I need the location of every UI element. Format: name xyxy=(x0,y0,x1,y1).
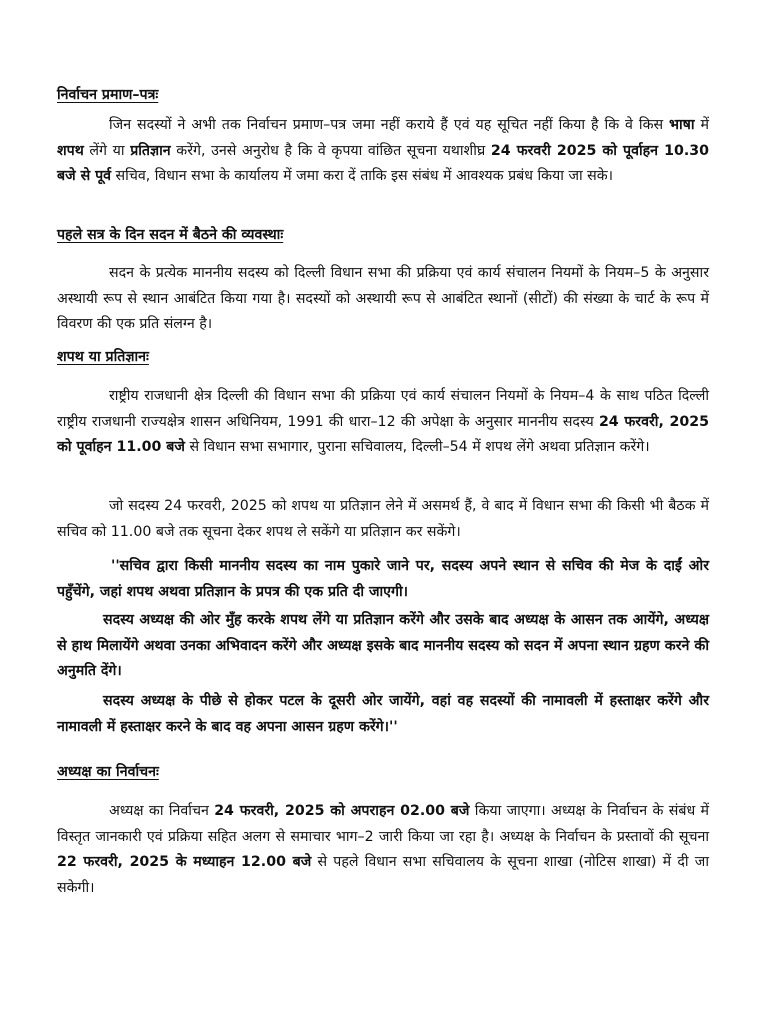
bold-text-run: शपथ xyxy=(57,142,84,159)
bold-text-run: 22 फरवरी, 2025 के मध्याहन 12.00 बजे xyxy=(57,854,312,870)
text-run: अध्यक्ष का निर्वाचन xyxy=(109,803,215,819)
bold-text-run: प्रतिज्ञान xyxy=(130,142,171,159)
paragraph-speaker-election xyxy=(57,799,709,901)
paragraph-election-certificate xyxy=(57,113,709,190)
quote-oath-procedure-3: सदस्य अध्यक्ष के पीछे से होकर पटल के दूसरी ओर जायेंगे, वहां वह सदस्यों की नामावली में हस्ताक्षर करेंगे और नामावली में हस्ताक्षर करने के बाद वह अपना आसन ग्रहण करेंगे।'' xyxy=(57,693,709,735)
paragraph-seating-arrangement xyxy=(57,261,709,338)
section-heading-oath: शपथ या प्रतिज्ञानः xyxy=(57,349,149,365)
paragraph-oath-absent: जो सदस्य 24 फरवरी, 2025 को शपथ या प्रतिज्ञान लेने में असमर्थ हैं, वे बाद में विधान सभा की किसी भी बैठक में सचिव को 11.00 बजे तक सूचना देकर शपथ ले सकेंगे या प्रतिज्ञान कर सकेंगे। xyxy=(57,498,709,540)
quote-oath-procedure-1: ''सचिव द्वारा किसी माननीय सदस्य का नाम पुकारे जाने पर, सदस्य अपने स्थान से सचिव की मेज के दाईं ओर पहुँचेंगे, जहां शपथ अथवा प्रतिज्ञान के प्रपत्र की एक प्रति दी जाएगी। xyxy=(57,558,709,600)
bold-text-run: 24 फरवरी, 2025 को अपराहन 02.00 बजे xyxy=(214,803,470,819)
text-run: किया जाएगा। अध्यक्ष के निर्वाचन के संबंध में विस्तृत जानकारी एवं प्रक्रिया सहित अलग से समाचार भाग–2 जारी किया जा रहा है। अध्यक्ष के निर्वाचन के प्रस्तावों की सूचना xyxy=(57,803,710,845)
quote-oath-procedure-2: सदस्य अध्यक्ष की ओर मुँह करके शपथ लेंगे या प्रतिज्ञान करेंगे और उसके बाद अध्यक्ष के आसन तक आयेंगे, अध्यक्ष से हाथ मिलायेंगे अथवा उनका अभिवादन करेंगे और अध्यक्ष इसके बाद माननीय सदस्य को सदन में अपना स्थान ग्रहण करने की अनुमति देंगे। xyxy=(57,612,709,679)
section-heading-speaker-election: अध्यक्ष का निर्वाचनः xyxy=(57,764,159,780)
section-heading-election-certificate: निर्वाचन प्रमाण–पत्रः xyxy=(57,87,159,103)
bold-text-run: भाषा xyxy=(669,117,695,133)
text-run: से विधान सभा सभागार, पुराना सचिवालय, दिल्ली–54 में शपथ लेंगे अथवा प्रतिज्ञान करेंगे। xyxy=(184,439,650,455)
text-run: लेंगे या xyxy=(83,142,131,159)
text-run: करेंगे, उनसे अनुरोध है कि वे कृपया वांछित सूचना यथाशीघ्र xyxy=(170,142,491,159)
paragraph-oath xyxy=(57,384,709,461)
text-run: से पहले विधान सभा सचिवालय के सूचना शाखा (नोटिस शाखा) में दी जा सकेगी। xyxy=(57,854,709,896)
section-heading-seating-arrangement: पहले सत्र के दिन सदन में बैठने की व्यवस्थाः xyxy=(57,227,284,243)
text-run: राष्ट्रीय राजधानी क्षेत्र दिल्ली की विधान सभा की प्रक्रिया एवं कार्य संचालन नियमों के नियम–4 के साथ पठित दिल्ली राष्ट्रीय राजधानी राज्यक्षेत्र शासन अधिनियम, 1991 की धारा–12 की अपेक्षा के अनुसार माननीय सदस्य xyxy=(57,388,709,430)
text-run: जिन सदस्यों ने अभी तक निर्वाचन प्रमाण–पत्र जमा नहीं कराये हैं एवं यह सूचित नहीं किया है कि वे किस xyxy=(109,117,670,133)
bold-text-run: 24 फरवरी, 2025 को पूर्वाहन 11.00 बजे xyxy=(57,413,709,455)
text-run: सदन के प्रत्येक माननीय सदस्य को दिल्ली विधान सभा की प्रक्रिया एवं कार्य संचालन नियमों के नियम–5 के अनुसार अस्थायी रूप से स्थान आबंटित किया गया है। सदस्यों को अस्थायी रूप से आबंटित स्थानों (सीटों) की संख्या के चार्ट के रूप में विवरण की एक प्रति संलग्न है। xyxy=(57,265,709,332)
bold-text-run: 24 फरवरी 2025 को पूर्वाहन 10.30 बजे से पूर्व xyxy=(57,142,709,184)
text-run: सचिव, विधान सभा के कार्यालय में जमा करा दें ताकि इस संबंध में आवश्यक प्रबंध किया जा सके। xyxy=(111,168,614,184)
text-run: में xyxy=(694,117,710,133)
